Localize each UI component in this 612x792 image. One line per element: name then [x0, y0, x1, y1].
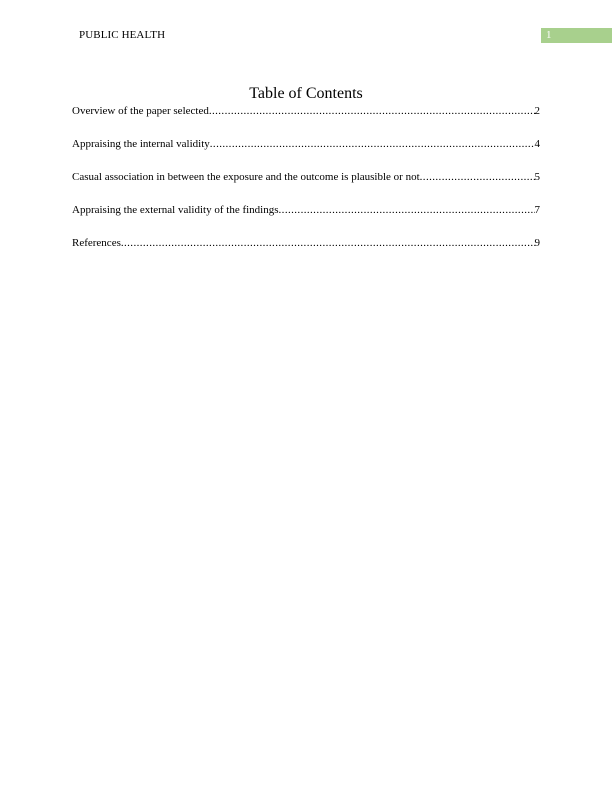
- toc-dot-leader: [210, 137, 535, 151]
- toc-entry-page: 5: [534, 171, 540, 183]
- toc-entry-page: 4: [534, 138, 540, 150]
- toc-entry-text[interactable]: References: [72, 237, 121, 249]
- toc-entry-causal-association[interactable]: [72, 170, 540, 203]
- toc-entry-internal-validity[interactable]: [72, 137, 540, 170]
- toc-title: [0, 85, 612, 103]
- toc-list: [72, 104, 540, 269]
- toc-entry-text[interactable]: Casual association in between the exposure and the outcome is plausible or not: [72, 171, 420, 183]
- toc-entry-references[interactable]: [72, 236, 540, 269]
- running-head: PUBLIC HEALTH: [79, 29, 166, 41]
- toc-dot-leader: [420, 170, 535, 184]
- page-number-badge: [541, 28, 612, 43]
- toc-entry-text[interactable]: Appraising the external validity of the findings: [72, 204, 279, 216]
- toc-entry-page: 7: [534, 204, 540, 216]
- toc-title-text: Table of Contents: [249, 85, 363, 102]
- toc-dot-leader: [121, 236, 535, 250]
- toc-dot-leader: [209, 104, 535, 118]
- page-number: 1: [546, 29, 552, 41]
- toc-entry-overview[interactable]: [72, 104, 540, 137]
- toc-dot-leader: [279, 203, 535, 217]
- toc-entry-external-validity[interactable]: [72, 203, 540, 236]
- toc-entry-page: 9: [534, 237, 540, 249]
- toc-entry-page: 2: [534, 105, 540, 117]
- toc-entry-text[interactable]: Overview of the paper selected: [72, 105, 209, 117]
- toc-entry-text[interactable]: Appraising the internal validity: [72, 138, 210, 150]
